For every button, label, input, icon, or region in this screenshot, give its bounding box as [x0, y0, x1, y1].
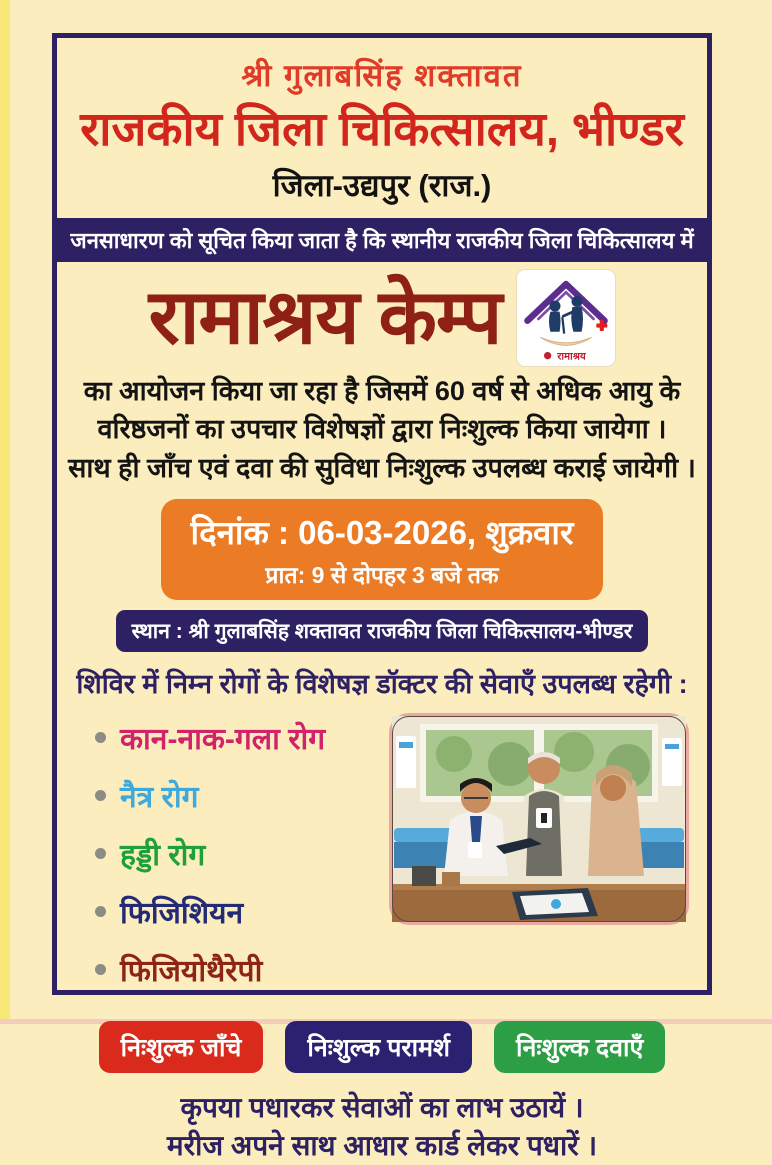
- doctor-with-elderly-couple-photo: [392, 716, 686, 922]
- notice-banner: जनसाधारण को सूचित किया जाता है कि स्थानीय राजकीय जिला चिकित्सालय में: [57, 218, 707, 262]
- description-line: का आयोजन किया जा रहा है जिसमें 60 वर्ष से अधिक आयु के: [83, 376, 681, 407]
- service-label: फिजिशियन: [120, 897, 244, 931]
- services-and-photo-row: [57, 713, 707, 1007]
- organization-title: श्री गुलाबसिंह शक्तावत: [241, 58, 523, 93]
- hospital-title: राजकीय जिला चिकित्सालय, भीण्डर: [80, 102, 684, 155]
- service-label: फिजियोथैरेपी: [120, 955, 263, 989]
- left-edge-strip: [0, 0, 10, 1024]
- bullet-icon: [95, 964, 106, 975]
- status-badge: निःशुल्क परामर्श: [285, 1021, 472, 1073]
- service-label: हड्डी रोग: [120, 839, 206, 873]
- description-line: साथ ही जाँच एवं दवा की सुविधा निःशुल्क उपलब्ध कराई जायेगी ।: [68, 452, 696, 483]
- list-item: [95, 949, 389, 990]
- ramashray-logo-icon: [520, 273, 612, 363]
- list-item: [95, 775, 389, 816]
- service-label: कान-नाक-गला रोग: [120, 723, 326, 757]
- services-list: [95, 713, 389, 1007]
- service-label: नैत्र रोग: [120, 781, 199, 815]
- logo-wordmark: रामाश्रय: [557, 351, 587, 363]
- status-badge: निःशुल्क जाँचे: [99, 1021, 264, 1073]
- camp-description: [57, 372, 707, 487]
- time-line: प्रात: 9 से दोपहर 3 बजे तक: [265, 562, 499, 589]
- status-badge: निःशुल्क दवाएँ: [494, 1021, 665, 1073]
- list-item: [95, 717, 389, 758]
- description-line: वरिष्ठजनों का उपचार विशेषज्ञों द्वारा निःशुल्क किया जायेगा ।: [97, 414, 667, 445]
- bullet-icon: [95, 848, 106, 859]
- venue-banner: स्थान : श्री गुलाबसिंह शक्तावत राजकीय जिला चिकित्सालय-भीण्डर: [116, 610, 649, 652]
- poster-frame: [52, 33, 712, 1161]
- services-heading: शिविर में निम्न रोगों के विशेषज्ञ डॉक्टर की सेवाएँ उपलब्ध रहेगी :: [76, 669, 688, 700]
- date-box: [161, 499, 604, 600]
- camp-photo: [389, 713, 689, 925]
- date-line: दिनांक : 06-03-2026, शुक्रवार: [190, 514, 574, 552]
- list-item: [95, 833, 389, 874]
- list-item: [95, 891, 389, 932]
- footer-note: [57, 1089, 707, 1165]
- bullet-icon: [95, 790, 106, 801]
- camp-title-row: [57, 270, 707, 366]
- camp-title: रामाश्रय केम्प: [148, 275, 502, 361]
- footer-line: मरीज अपने साथ आधार कार्ड लेकर पधारें ।: [166, 1129, 598, 1161]
- footer-line: कृपया पधारकर सेवाओं का लाभ उठायें ।: [180, 1092, 584, 1124]
- ramashray-logo: [517, 270, 615, 366]
- free-services-badges: [57, 1021, 707, 1073]
- bullet-icon: [95, 732, 106, 743]
- bullet-icon: [95, 906, 106, 917]
- district-line: जिला-उद्यपुर (राज.): [272, 168, 492, 204]
